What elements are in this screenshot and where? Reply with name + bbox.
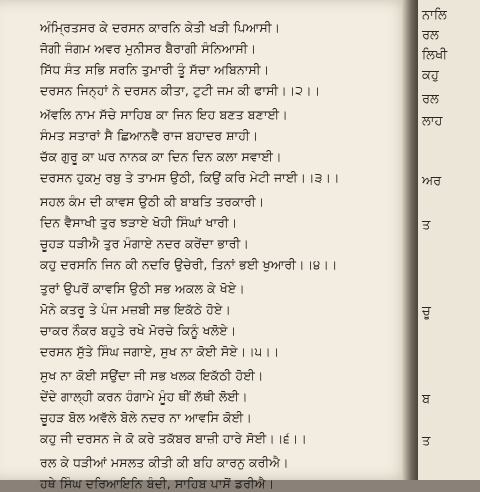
verse-line: ਜੋਗੀ ਜੰਗਮ ਅਵਰ ਮੁਨੀਸਰ ਬੈਰਾਗੀ ਸੰਨਿਆਸੀ।	[40, 41, 257, 56]
facing-line: ਚੂ	[422, 304, 431, 319]
verse-line: ਅੱਵਲਿ ਨਾਮ ਸੱਚੇ ਸਾਹਿਬ ਕਾ ਜਿਨ ਇਹ ਬਣਤ ਬਣਾਈ।	[40, 107, 288, 122]
verse-line: ਦਿਨ ਵੈਸਾਖੀ ਤੁਰ ਝੜਾਏ ਖੋਹੀ ਸਿੰਘਾਂ ਖਾਰੀ।	[40, 215, 238, 230]
verse-line: ਅੰਮ੍ਰਿਤਸਰ ਕੇ ਦਰਸਨ ਕਾਰਨਿ ਕੇਤੀ ਖੜੀ ਪਿਆਸੀ।	[40, 20, 281, 35]
verse-line: ਚੱਕ ਗੁਰੂ ਕਾ ਘਰ ਨਾਨਕ ਕਾ ਦਿਨ ਦਿਨ ਕਲਾ ਸਵਾਈ।	[40, 149, 282, 164]
facing-line: ਰਲ	[422, 92, 439, 107]
verse-line: ਚੂਹੜ ਧੜੀਐ ਤੁਰ ਮੰਗਾਏ ਨਦਰ ਕਰੇਂਦਾ ਭਾਰੀ।	[40, 236, 249, 251]
verse-line: ਕਹੁ ਜੀ ਦਰਸਨ ਜੇ ਕੋ ਕਰੇ ਤਕੱਬਰ ਬਾਜ਼ੀ ਹਾਰੇ ਸੋਈ।।੬।।	[40, 431, 307, 446]
facing-line: ਰਲ	[422, 28, 439, 43]
facing-page	[418, 0, 480, 480]
verse-line: ਸੁਖ ਨਾ ਕੋਈ ਸਉਂਦਾ ਜੀ ਸਭ ਖਲਕ ਇਕੱਠੀ ਹੋਈ।	[40, 368, 264, 383]
verse-line: ਸੰਮਤ ਸਤਾਰਾਂ ਸੈ ਛਿਆਨਵੈ ਰਾਜ ਬਹਾਦਰ ਸ਼ਾਹੀ।	[40, 128, 259, 143]
verse-line: ਸਹਲ ਕੰਮ ਦੀ ਕਾਵਸ ਉਠੀ ਕੀ ਬਾਬਤਿ ਤਰਕਾਰੀ।	[40, 194, 265, 209]
facing-line: ਲਾਹ	[422, 114, 443, 129]
verse-line: ਦੇਂਦੇ ਗਾਲ੍ਹੀ ਕਰਨ ਹੰਗਾਮੇ ਮੂੰਹ ਥੀਂ ਲੱਥੀ ਲੋਈ।	[40, 389, 248, 404]
verse-line: ਮੋਨੇ ਕਤਰੂ ਤੇ ਪੰਜ ਮਜ਼ਬੀ ਸਭ ਇਕੱਠੇ ਹੋਏ।	[40, 302, 231, 317]
verse-line: ਤੁਰਾਂ ਉਪਰੋਂ ਕਾਵਸਿ ਉਠੀ ਸਭ ਅਕਲ ਕੇ ਖੋਏ।	[40, 281, 245, 296]
facing-line: ਬ	[422, 392, 431, 407]
verse-line: ਦਰਸਨ ਹੁਕਮੁ ਰਬੁ ਤੇ ਤਾਮਸ ਉਠੀ, ਕਿਉਂ ਕਰਿ ਮੇਟੀ ਜਾਈ।।੩।।	[40, 170, 340, 185]
facing-line: ਲਿਖੀ	[422, 48, 448, 63]
verse-line: ਕਹੁ ਦਰਸਨਿ ਜਿਨ ਕੀ ਨਦਰਿ ਉਚੇਰੀ, ਤਿਨਾਂ ਭਈ ਖੁਆਰੀ।।੪।।	[40, 257, 338, 272]
facing-line: ਨਾਲਿ	[422, 8, 447, 23]
facing-line: ਤ	[422, 218, 431, 233]
verse-line: ਚਾਕਰ ਨੌਕਰ ਬਹੁਤੇ ਰਖੇ ਮੋਰਚੇ ਕਿਨੂੰ ਖਲੋਏ।	[40, 323, 237, 338]
verse-line: ਹਥੇ ਸਿੰਘ ਦਰਿਆਇਨਿ ਬੰਦੀ, ਸਾਹਿਬ ਪਾਸੋਂ ਡਰੀਐ।	[40, 476, 275, 491]
verse-line: ਚੂਹੜ ਬੋਲ ਅਵੱਲੇ ਬੋਲੇ ਨਦਰ ਨਾ ਆਵਸਿ ਕੋਈ।	[40, 410, 252, 425]
facing-line: ਕਹੁ	[422, 68, 439, 83]
facing-line: ਅਰ	[422, 174, 442, 189]
facing-line: ਤ	[422, 434, 431, 449]
verse-line: ਰਲ ਕੇ ਧੜੀਆਂ ਮਸਲਤ ਕੀਤੀ ਕੀ ਬਹਿ ਕਾਰਨੁ ਕਰੀਐ।	[40, 455, 289, 470]
verse-line: ਦਰਸਨ ਜਿਨ੍ਹਾਂ ਨੇ ਦਰਸਨ ਕੀਤਾ, ਟੁਟੀ ਜਮ ਕੀ ਫਾਸੀ।।੨।।	[40, 83, 321, 98]
book-gutter	[402, 0, 418, 480]
verse-line: ਸਿੱਧ ਸੰਤ ਸਭਿ ਸਰਨਿ ਤੁਮਾਰੀ ਤੂੰ ਸੱਚਾ ਅਬਿਨਾਸੀ।	[40, 62, 270, 77]
verse-line: ਦਰਸਨ ਸੁੱਤੇ ਸਿੰਘ ਜਗਾਏ, ਸੁਖ ਨਾ ਕੋਈ ਸੋਏ।।੫।।	[40, 344, 280, 359]
